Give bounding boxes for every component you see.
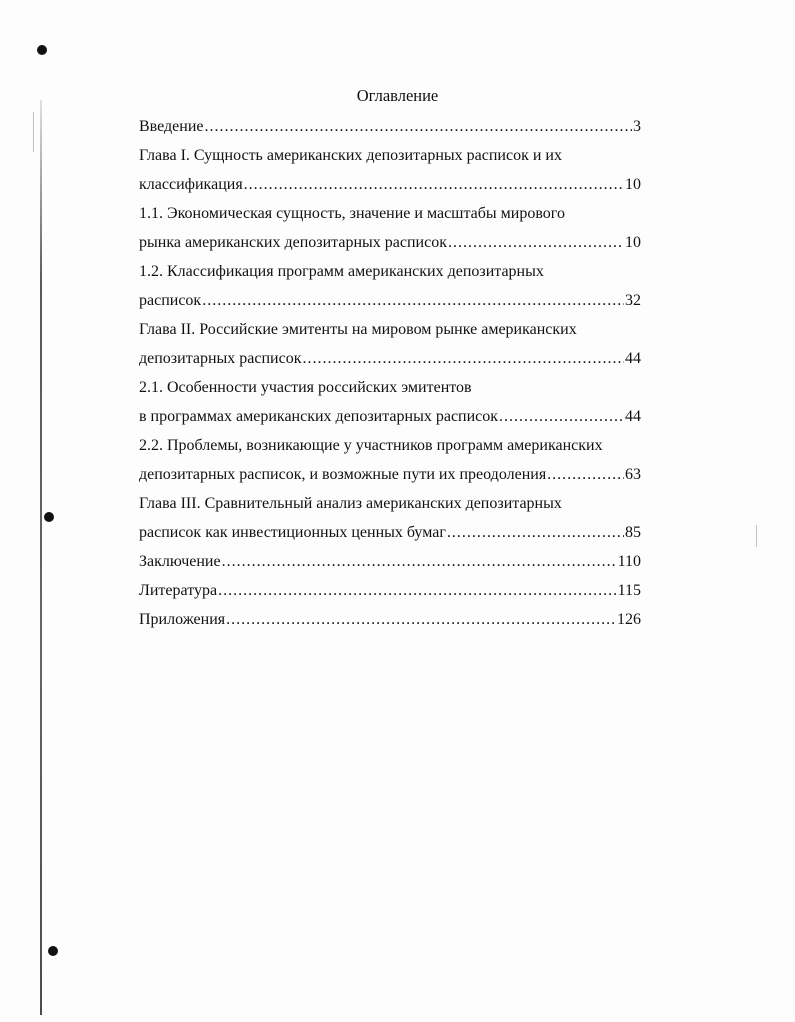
toc-entry: 2.1. Особенности участия российских эмитентов	[139, 379, 472, 396]
toc-entry: Глава III. Сравнительный анализ американских депозитарных	[139, 495, 562, 512]
scan-margin-mark	[756, 525, 757, 547]
toc-entry: расписок ..... 32	[139, 286, 641, 315]
toc-entry: Приложения ..... 126	[139, 605, 641, 634]
toc-entry: 2.2. Проблемы, возникающие у участников программ американских	[139, 437, 603, 454]
punch-hole-mark	[44, 512, 54, 522]
toc-entry: Введение ..... 3	[139, 112, 641, 141]
binding-edge-line	[40, 100, 42, 1015]
toc-entry: депозитарных расписок, и возможные пути их преодоления ..... 63	[139, 460, 641, 489]
punch-hole-mark	[48, 946, 58, 956]
toc-entry: рынка американских депозитарных расписок ..... 10	[139, 228, 641, 257]
punch-hole-mark	[37, 45, 47, 55]
toc-entry: расписок как инвестиционных ценных бумаг ..... 85	[139, 518, 641, 547]
table-of-contents	[139, 112, 641, 634]
toc-entry: Глава II. Российские эмитенты на мировом рынке американских	[139, 321, 577, 338]
toc-title: Оглавление	[356, 86, 439, 105]
toc-entry: 1.1. Экономическая сущность, значение и масштабы мирового	[139, 205, 565, 222]
toc-entry: 1.2. Классификация программ американских депозитарных	[139, 263, 544, 280]
toc-entry: в программах американских депозитарных расписок ..... 44	[139, 402, 641, 431]
toc-entry: Глава I. Сущность американских депозитарных расписок и их	[139, 147, 562, 164]
toc-entry: классификация ..... 10	[139, 170, 641, 199]
toc-entry: депозитарных расписок ..... 44	[139, 344, 641, 373]
toc-entry: Заключение ..... 110	[139, 547, 641, 576]
scan-margin-mark	[33, 112, 34, 152]
toc-entry: Литература ..... 115	[139, 576, 641, 605]
